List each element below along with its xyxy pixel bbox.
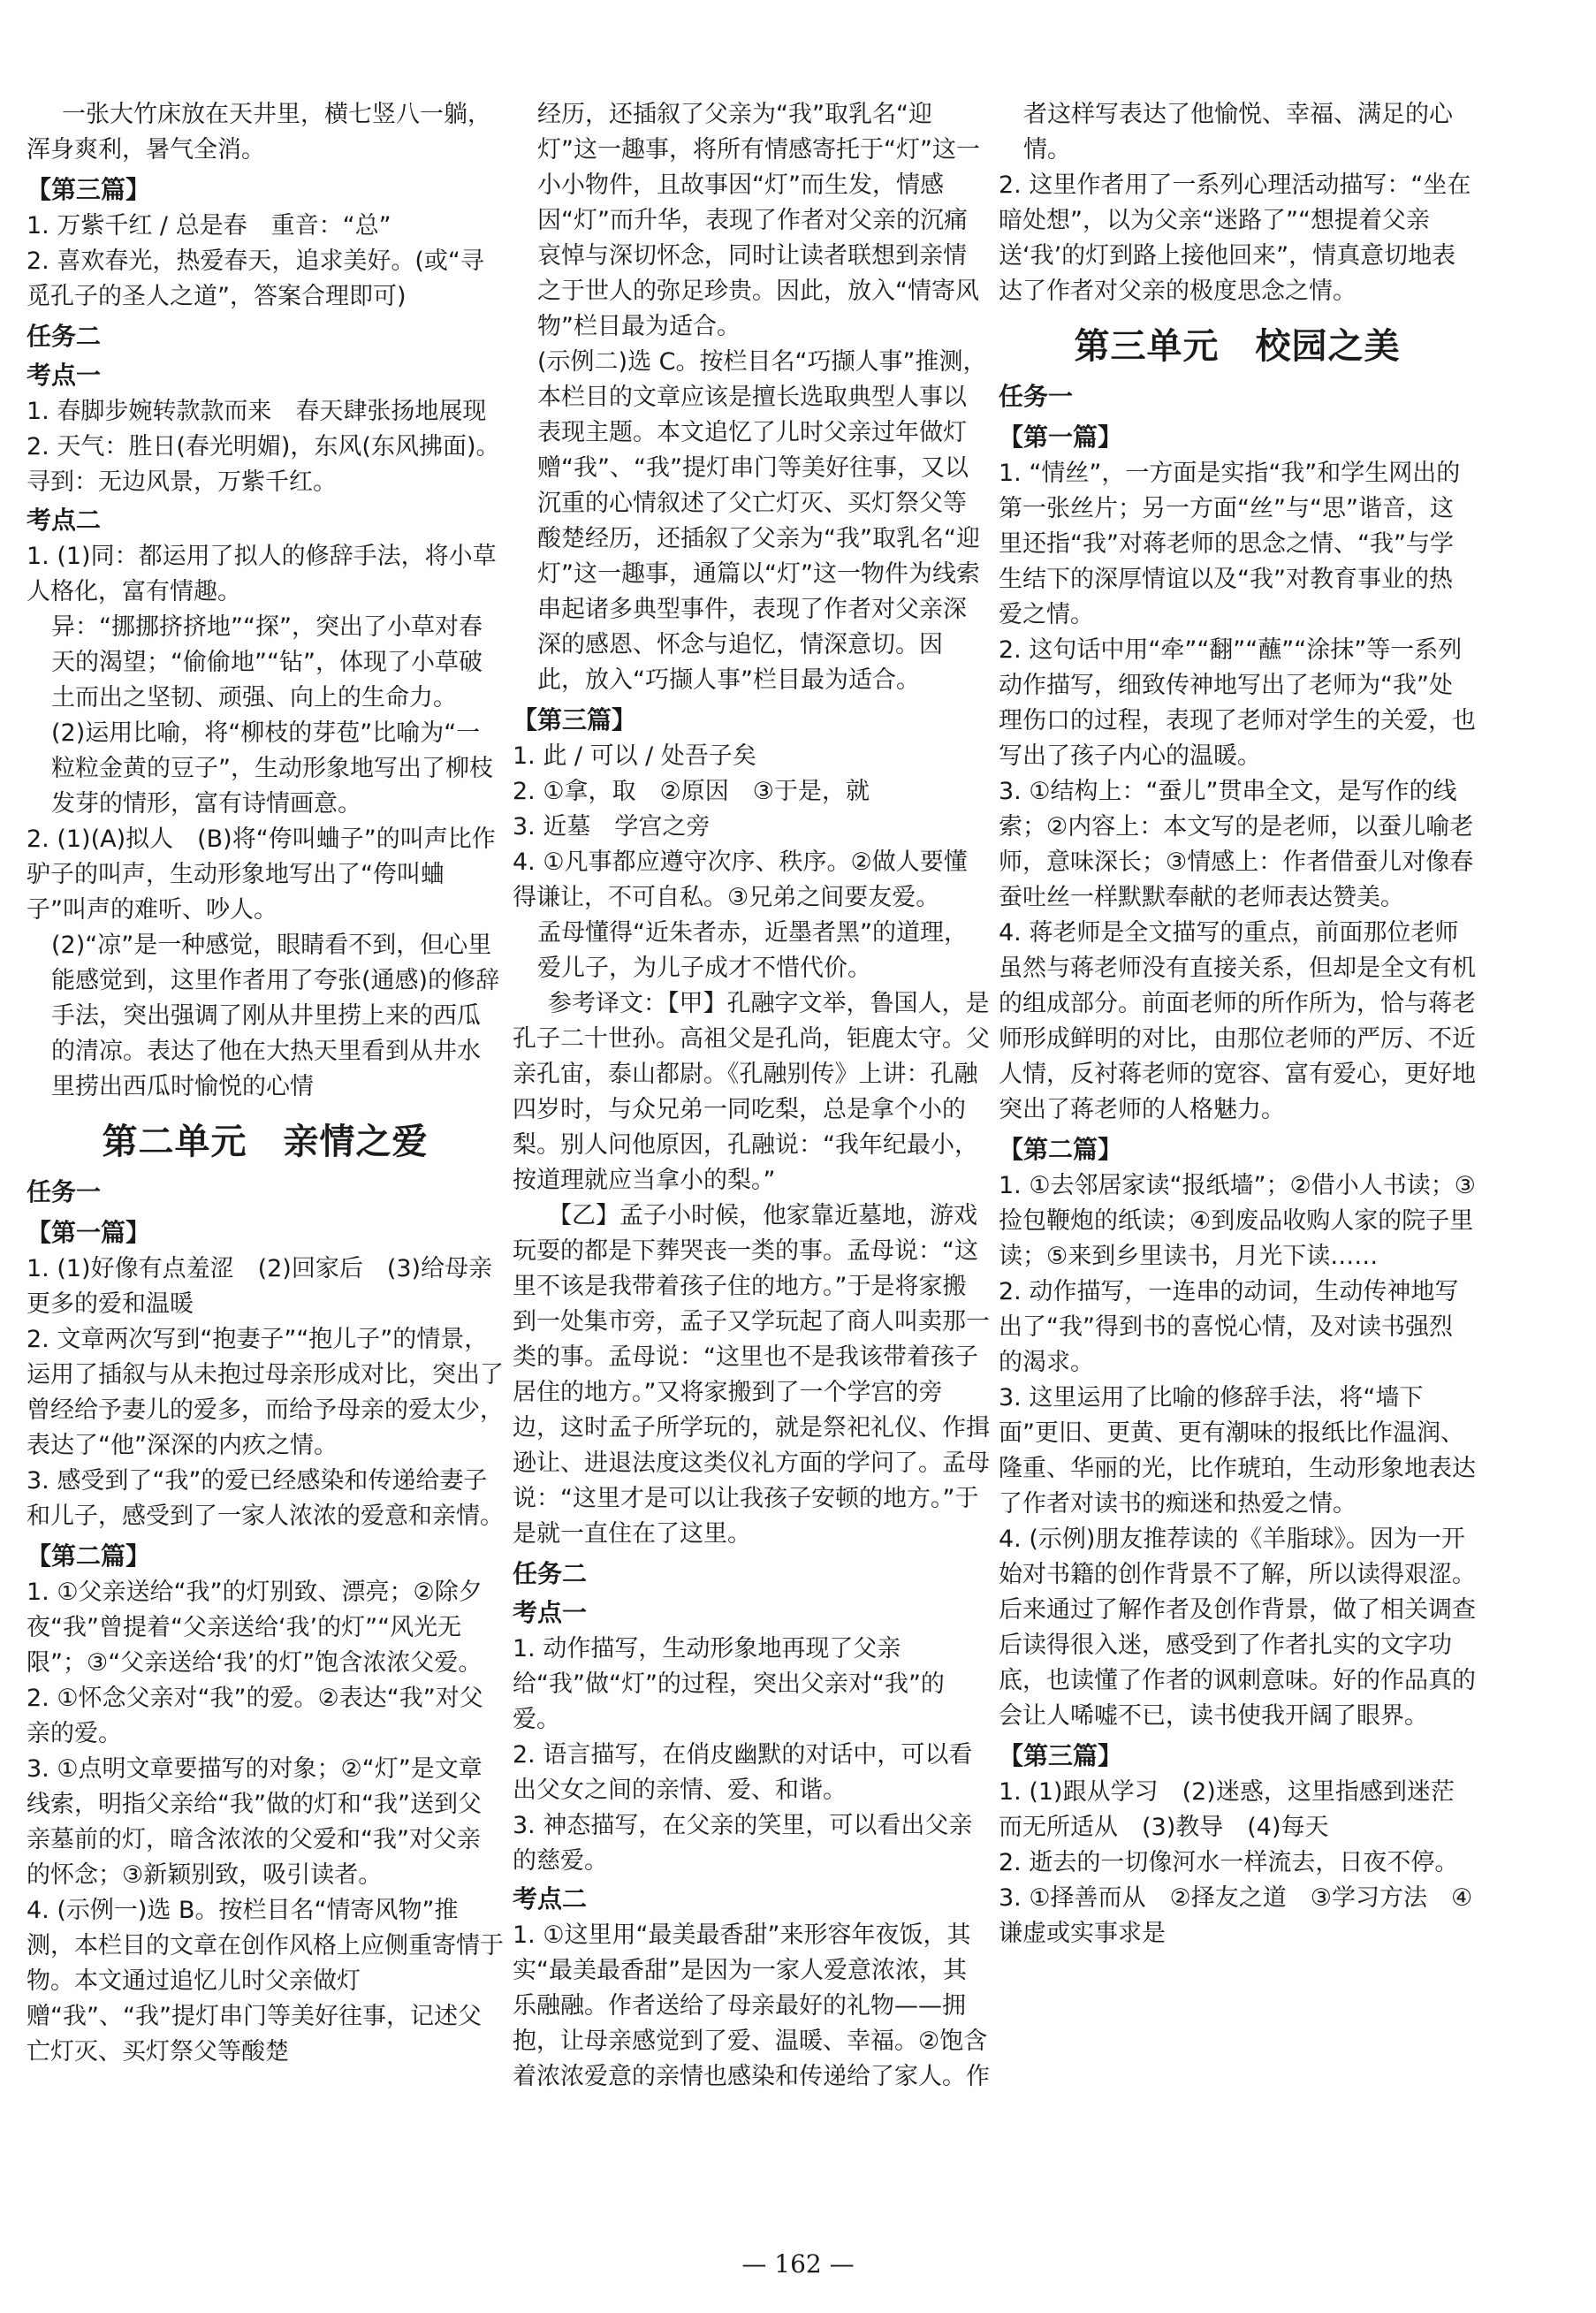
answer-text: 1. (1)好像有点羞涩 (2)回家后 (3)给母亲更多的爱和温暖 <box>27 1255 493 1318</box>
answer-text: (2)“凉”是一种感觉，眼睛看不到，但心里能感觉到，这里作者用了夸张(通感)的修辞手法，突出强调了刚从井里捞上来的西瓜的清凉。表达了他在大热天里看到从井水里捞出西瓜时愉悦的心情 <box>51 932 500 1100</box>
answer-text: 1. 春脚步婉转款款而来 春天肆张扬地展现 <box>27 398 487 425</box>
section-heading: 【第二篇】 <box>27 1541 151 1571</box>
answer-text: 3. 感受到了“我”的爱已经感染和传递给妻子和儿子，感受到了一家人浓浓的爱意和亲情。 <box>27 1467 504 1530</box>
unit-title: 第三单元 校园之美 <box>1074 326 1401 367</box>
answer-text: 3. ①点明文章要描写的对象；②“灯”是文章线索，明指父亲给“我”做的灯和“我”送到父亲墓前的灯，暗含浓浓的父爱和“我”对父亲的怀念；③新颖别致，吸引读者。 <box>27 1755 483 1889</box>
answer-text: 1. (1)跟从学习 (2)迷惑，这里指感到迷茫而无所适从 (3)教导 (4)每天 <box>999 1778 1455 1841</box>
task-heading: 任务二 <box>27 322 102 351</box>
point-heading: 考点二 <box>27 506 102 535</box>
section-heading: 【第三篇】 <box>513 705 637 734</box>
section-heading: 【第一篇】 <box>999 422 1123 452</box>
column-right <box>999 97 1476 1952</box>
answer-text: 3. 这里运用了比喻的修辞手法，将“墙下面”更旧、更黄、更有潮味的报纸比作温润、隆重、华丽的光，比作琥珀，生动形象地表达了作者对读书的痴迷和热爱之情。 <box>999 1384 1476 1518</box>
answer-text: 3. ①结构上：“蚕儿”贯串全文，是写作的线索；②内容上：本文写的是老师，以蚕儿喻老师，意味深长；③情感上：作者借蚕儿对像春蚕吐丝一样默默奉献的老师表达赞美。 <box>999 778 1474 911</box>
task-heading: 任务一 <box>999 382 1074 411</box>
answer-text: 3. 近墓 学宫之旁 <box>513 813 711 841</box>
answer-text: 2. ①怀念父亲对“我”的爱。②表达“我”对父亲的爱。 <box>27 1685 483 1747</box>
section-heading: 【第三篇】 <box>27 175 151 204</box>
task-heading: 任务一 <box>27 1177 102 1206</box>
answer-text: 2. 文章两次写到“抱妻子”“抱儿子”的情景，运用了插叙与从未抱过母亲形成对比，突出了曾经给予妻儿的爱多，而给予母亲的爱太少，表达了“他”深深的内疚之情。 <box>27 1326 504 1459</box>
answer-text: (示例二)选 C。按栏目名“巧撷人事”推测，本栏目的文章应该是擅长选取典型人事以表现主题。本文追忆了儿时父亲过年做灯赠“我”、“我”提灯串门等美好往事，又以沉重的心情叙述了父亡灯灭、买灯祭父等酸楚经历，还插叙了父亲为“我”取乳名“迎灯”这一趣事，通篇以“灯”这一物件为线索串起诸多典型事件，表现了作者对父亲深深的感恩、怀念与追忆，情深意切。因此，放入“巧撷人事”栏目最为适合。 <box>537 348 987 694</box>
page-number: — 162 — <box>741 2249 855 2279</box>
answer-text: 2. 这句话中用“牵”“翻”“蘸”“涂抹”等一系列动作描写，细致传神地写出了老师为“我”处理伤口的过程，表现了老师对学生的关爱，也写出了孩子内心的温暖。 <box>999 636 1476 770</box>
answer-text: 2. 这里作者用了一系列心理活动描写：“坐在暗处想”，以为父亲“迷路了”“想提着父亲送‘我’的灯到路上接他回来”，情真意切地表达了作者对父亲的极度思念之情。 <box>999 171 1471 305</box>
answer-text: 【乙】孟子小时候，他家靠近墓地，游戏玩耍的都是下葬哭丧一类的事。孟母说：“这里不该是我带着孩子住的地方。”于是将家搬到一处集市旁，孟子又学玩起了商人叫卖那一类的事。孟母说：“这里也不是我该带着孩子居住的地方。”又将家搬到了一个学宫的旁边，这时孟子所学玩的，就是祭祀礼仪、作揖逊让、进退法度这类仪礼方面的学问了。孟母说：“这里才是可以让我孩子安顿的地方。”于是就一直住在了这里。 <box>513 1202 990 1548</box>
answer-text: 4. ①凡事都应遵守次序、秩序。②做人要懂得谦让，不可自私。③兄弟之间要友爱。 <box>513 848 968 911</box>
point-heading: 考点一 <box>513 1598 588 1627</box>
answer-text: 1. (1)同：都运用了拟人的修辞手法，将小草人格化，富有情趣。 <box>27 543 497 605</box>
section-heading: 【第一篇】 <box>27 1218 151 1247</box>
answer-text: 参考译文：【甲】孔融字文举，鲁国人，是孔子二十世孙。高祖父是孔尚，钜鹿太守。父亲孔宙，泰山都尉。《孔融别传》上讲：孔融四岁时，与众兄弟一同吃梨，总是拿个小的梨。别人问他原因，孔融说：“我年纪最小，按道理就应当拿小的梨。” <box>513 990 990 1194</box>
answer-text: 经历，还插叙了父亲为“我”取乳名“迎灯”这一趣事，将所有情感寄托于“灯”这一小小物件，且故事因“灯”而生发，情感因“灯”而升华，表现了作者对父亲的沉痛哀悼与深切怀念，同时让读者联想到亲情之于世人的弥足珍贵。因此，放入“情寄风物”栏目最为适合。 <box>537 101 980 340</box>
answer-text: 1. 万紫千红 / 总是春 重音：“总” <box>27 212 391 240</box>
answer-text: 1. 动作描写，生动形象地再现了父亲给“我”做“灯”的过程，突出父亲对“我”的爱。 <box>513 1635 945 1733</box>
answer-text: 2. 语言描写，在俏皮幽默的对话中，可以看出父女之间的亲情、爱、和谐。 <box>513 1741 973 1804</box>
point-heading: 考点二 <box>513 1884 588 1914</box>
answer-text: 1. ①父亲送给“我”的灯别致、漂亮；②除夕夜“我”曾提着“父亲送给‘我’的灯”“风光无限”；③“父亲送给‘我’的灯”饱含浓浓父爱。 <box>27 1579 483 1677</box>
column-left <box>27 97 504 2070</box>
answer-text: 3. ①择善而从 ②择友之道 ③学习方法 ④谦虚或实事求是 <box>999 1884 1473 1947</box>
answer-text: 异：“挪挪挤挤地”“探”，突出了小草对春天的渴望；“偷偷地”“钻”，体现了小草破土而出之坚韧、顽强、向上的生命力。 <box>51 613 483 711</box>
point-heading: 考点一 <box>27 361 102 390</box>
answer-text: 2. 动作描写，一连串的动词，生动传神地写出了“我”得到书的喜悦心情，及对读书强烈的渴求。 <box>999 1278 1459 1376</box>
answer-text: 2. (1)(A)拟人 (B)将“侉叫蛐子”的叫声比作驴子的叫声，生动形象地写出了“侉叫蛐子”叫声的难听、吵人。 <box>27 826 496 924</box>
answer-text: 4. (示例一)选 B。按栏目名“情寄风物”推测，本栏目的文章在创作风格上应侧重寄情于物。本文通过追忆儿时父亲做灯赠“我”、“我”提灯串门等美好往事，记述父亡灯灭、买灯祭父等酸楚 <box>27 1897 504 2066</box>
answer-text: 孟母懂得“近朱者赤，近墨者黑”的道理，爱儿子，为儿子成才不惜代价。 <box>537 919 968 982</box>
answer-text: 2. ①拿，取 ②原因 ③于是，就 <box>513 778 870 805</box>
answer-text: 2. 喜欢春光，热爱春天，追求美好。(或“寻觅孔子的圣人之道”，答案合理即可) <box>27 247 484 310</box>
answer-text: 3. 神态描写，在父亲的笑里，可以看出父亲的慈爱。 <box>513 1812 973 1875</box>
unit-title: 第二单元 亲情之爱 <box>102 1122 429 1162</box>
answer-text: (2)运用比喻，将“柳枝的芽苞”比喻为“一粒粒金黄的豆子”，生动形象地写出了柳枝发芽的情形，富有诗情画意。 <box>51 719 493 818</box>
column-middle <box>513 97 990 2095</box>
answer-text: 1. ①去邻居家读“报纸墙”；②借小人书读；③捡包鞭炮的纸读；④到废品收购人家的院子里读；⑤来到乡里读书，月光下读…… <box>999 1172 1476 1270</box>
task-heading: 任务二 <box>513 1559 588 1588</box>
answer-text: 一张大竹床放在天井里，横七竖八一躺，浑身爽利，暑气全消。 <box>27 101 491 164</box>
answer-text: 1. “情丝”，一方面是实指“我”和学生网出的第一张丝片；另一方面“丝”与“思”谐音，这里还指“我”对蒋老师的思念之情、“我”与学生结下的深厚情谊以及“我”对教育事业的热爱之情。 <box>999 460 1461 628</box>
section-heading: 【第三篇】 <box>999 1741 1123 1770</box>
section-heading: 【第二篇】 <box>999 1135 1123 1164</box>
answer-text: 1. ①这里用“最美最香甜”来形容年夜饭，其实“最美最香甜”是因为一家人爱意浓浓，其乐融融。作者送给了母亲最好的礼物——拥抱，让母亲感觉到了爱、温暖、幸福。②饱含着浓浓爱意的亲情也感染和传递给了家人。作 <box>513 1921 990 2090</box>
answer-text: 2. 逝去的一切像河水一样流去，日夜不停。 <box>999 1849 1459 1876</box>
answer-text: 者这样写表达了他愉悦、幸福、满足的心情。 <box>1023 101 1453 164</box>
answer-text: 4. (示例)朋友推荐读的《羊脂球》。因为一开始对书籍的创作背景不了解，所以读得艰涩。后来通过了解作者及创作背景，做了相关调查后读得很入迷，感受到了作者扎实的文字功底，也读懂了作者的讽刺意味。好的作品真的会让人唏嘘不已，读书使我开阔了眼界。 <box>999 1526 1476 1730</box>
answer-text: 1. 此 / 可以 / 处吾子矣 <box>513 742 756 770</box>
answer-text: 4. 蒋老师是全文描写的重点，前面那位老师虽然与蒋老师没有直接关系，但却是全文有机的组成部分。前面老师的所作所为，恰与蒋老师形成鲜明的对比，由那位老师的严厉、不近人情，反衬蒋老师的宽容、富有爱心，更好地突出了蒋老师的人格魅力。 <box>999 919 1476 1123</box>
answer-text: 2. 天气：胜日(春光明媚)，东风(东风拂面)。寻到：无边风景，万紫千红。 <box>27 433 500 496</box>
